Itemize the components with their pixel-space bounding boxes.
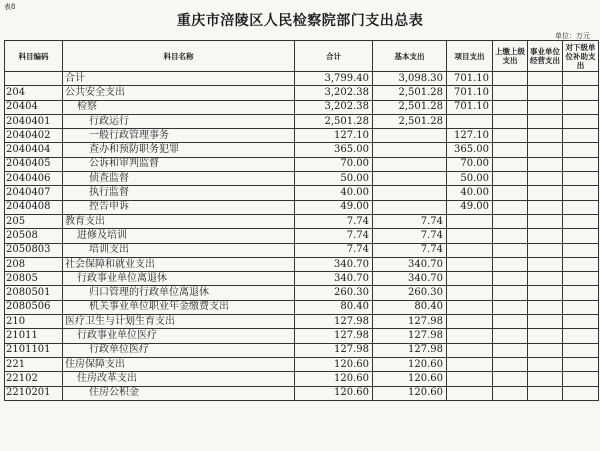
table-row: [5, 100, 599, 114]
upper-cell: [493, 129, 528, 143]
code-cell: 210: [5, 315, 63, 329]
name-cell: 一般行政管理事务: [63, 129, 295, 143]
project-cell: [447, 343, 493, 357]
subsidy-cell: [563, 200, 599, 214]
header-name: 科目名称: [63, 41, 295, 72]
basic-cell: 260.30: [373, 286, 447, 300]
subsidy-cell: [563, 257, 599, 271]
project-cell: 50.00: [447, 172, 493, 186]
code-cell: 2210201: [5, 386, 63, 400]
business-cell: [528, 300, 563, 314]
subsidy-cell: [563, 229, 599, 243]
header-row: [5, 41, 599, 72]
upper-cell: [493, 386, 528, 400]
project-cell: 365.00: [447, 143, 493, 157]
table-row: [5, 357, 599, 371]
subsidy-cell: [563, 243, 599, 257]
name-cell: 住房保障支出: [63, 357, 295, 371]
total-cell: 260.30: [295, 286, 373, 300]
table-row: [5, 186, 599, 200]
business-cell: [528, 186, 563, 200]
code-cell: 204: [5, 86, 63, 100]
business-cell: [528, 257, 563, 271]
header-code: 科目编码: [5, 41, 63, 72]
table-row: [5, 86, 599, 100]
business-cell: [528, 386, 563, 400]
upper-cell: [493, 343, 528, 357]
table-row: [5, 172, 599, 186]
basic-cell: 7.74: [373, 243, 447, 257]
upper-cell: [493, 172, 528, 186]
business-cell: [528, 100, 563, 114]
name-cell: 培训支出: [63, 243, 295, 257]
subsidy-cell: [563, 143, 599, 157]
project-cell: [447, 114, 493, 128]
subsidy-cell: [563, 129, 599, 143]
business-cell: [528, 286, 563, 300]
business-cell: [528, 157, 563, 171]
total-cell: 7.74: [295, 214, 373, 228]
basic-cell: 340.70: [373, 272, 447, 286]
upper-cell: [493, 372, 528, 386]
name-cell: 行政事业单位医疗: [63, 329, 295, 343]
subsidy-cell: [563, 100, 599, 114]
upper-cell: [493, 157, 528, 171]
upper-cell: [493, 286, 528, 300]
business-cell: [528, 172, 563, 186]
total-cell: 340.70: [295, 257, 373, 271]
code-cell: 2050803: [5, 243, 63, 257]
basic-cell: 80.40: [373, 300, 447, 314]
header-business: 事业单位经营支出: [528, 41, 563, 72]
business-cell: [528, 329, 563, 343]
upper-cell: [493, 272, 528, 286]
total-cell: 120.60: [295, 372, 373, 386]
page-title: 重庆市涪陵区人民检察院部门支出总表: [176, 13, 424, 29]
total-cell: 3,799.40: [295, 72, 373, 86]
basic-cell: 340.70: [373, 257, 447, 271]
project-cell: [447, 300, 493, 314]
basic-cell: 127.98: [373, 343, 447, 357]
project-cell: [447, 329, 493, 343]
total-cell: 50.00: [295, 172, 373, 186]
table-row: [5, 300, 599, 314]
total-cell: 40.00: [295, 186, 373, 200]
header-subsidy: 对下级单位补助支出: [563, 41, 599, 72]
table-row: [5, 315, 599, 329]
subsidy-cell: [563, 72, 599, 86]
total-cell: 7.74: [295, 243, 373, 257]
project-cell: [447, 286, 493, 300]
upper-cell: [493, 200, 528, 214]
business-cell: [528, 86, 563, 100]
total-cell: 49.00: [295, 200, 373, 214]
upper-cell: [493, 86, 528, 100]
total-cell: 127.98: [295, 315, 373, 329]
subsidy-cell: [563, 157, 599, 171]
expenditure-table: [4, 40, 599, 401]
upper-cell: [493, 100, 528, 114]
business-cell: [528, 372, 563, 386]
basic-cell: [373, 129, 447, 143]
upper-cell: [493, 72, 528, 86]
upper-cell: [493, 357, 528, 371]
table-row: [5, 72, 599, 86]
upper-cell: [493, 143, 528, 157]
subsidy-cell: [563, 114, 599, 128]
upper-cell: [493, 186, 528, 200]
project-cell: [447, 257, 493, 271]
name-cell: 侦查监督: [63, 172, 295, 186]
subsidy-cell: [563, 372, 599, 386]
project-cell: [447, 229, 493, 243]
total-cell: 127.10: [295, 129, 373, 143]
business-cell: [528, 129, 563, 143]
code-cell: 208: [5, 257, 63, 271]
total-cell: 7.74: [295, 229, 373, 243]
subsidy-cell: [563, 214, 599, 228]
name-cell: 社会保障和就业支出: [63, 257, 295, 271]
name-cell: 检察: [63, 100, 295, 114]
business-cell: [528, 229, 563, 243]
total-cell: 3,202.38: [295, 100, 373, 114]
unit-label: 单位：万元: [555, 32, 590, 40]
code-cell: 2040404: [5, 143, 63, 157]
business-cell: [528, 343, 563, 357]
basic-cell: 127.98: [373, 329, 447, 343]
project-cell: 701.10: [447, 86, 493, 100]
business-cell: [528, 315, 563, 329]
project-cell: 127.10: [447, 129, 493, 143]
basic-cell: 7.74: [373, 229, 447, 243]
name-cell: 合计: [63, 72, 295, 86]
basic-cell: 2,501.28: [373, 114, 447, 128]
upper-cell: [493, 329, 528, 343]
total-cell: 127.98: [295, 329, 373, 343]
name-cell: 住房公积金: [63, 386, 295, 400]
name-cell: 医疗卫生与计划生育支出: [63, 315, 295, 329]
subsidy-cell: [563, 386, 599, 400]
name-cell: 教育支出: [63, 214, 295, 228]
subsidy-cell: [563, 357, 599, 371]
name-cell: 住房改革支出: [63, 372, 295, 386]
basic-cell: 3,098.30: [373, 72, 447, 86]
table-row: [5, 243, 599, 257]
project-cell: [447, 214, 493, 228]
code-cell: 2040401: [5, 114, 63, 128]
code-cell: 2040402: [5, 129, 63, 143]
subsidy-cell: [563, 172, 599, 186]
basic-cell: [373, 143, 447, 157]
name-cell: 公诉和审判监督: [63, 157, 295, 171]
subsidy-cell: [563, 315, 599, 329]
code-cell: 21011: [5, 329, 63, 343]
subsidy-cell: [563, 286, 599, 300]
code-cell: 2080506: [5, 300, 63, 314]
business-cell: [528, 200, 563, 214]
project-cell: 40.00: [447, 186, 493, 200]
table-row: [5, 372, 599, 386]
business-cell: [528, 114, 563, 128]
basic-cell: 120.60: [373, 386, 447, 400]
name-cell: 控告申诉: [63, 200, 295, 214]
code-cell: [5, 72, 63, 86]
table-number: 表8: [4, 3, 16, 11]
code-cell: 20508: [5, 229, 63, 243]
table-row: [5, 229, 599, 243]
table-row: [5, 214, 599, 228]
code-cell: 20404: [5, 100, 63, 114]
header-basic: 基本支出: [373, 41, 447, 72]
code-cell: 221: [5, 357, 63, 371]
subsidy-cell: [563, 329, 599, 343]
table-row: [5, 157, 599, 171]
table-row: [5, 343, 599, 357]
upper-cell: [493, 243, 528, 257]
business-cell: [528, 272, 563, 286]
subsidy-cell: [563, 343, 599, 357]
name-cell: 公共安全支出: [63, 86, 295, 100]
basic-cell: 2,501.28: [373, 86, 447, 100]
total-cell: 120.60: [295, 357, 373, 371]
business-cell: [528, 143, 563, 157]
basic-cell: 2,501.28: [373, 100, 447, 114]
total-cell: 3,202.38: [295, 86, 373, 100]
basic-cell: [373, 157, 447, 171]
upper-cell: [493, 300, 528, 314]
table-row: [5, 200, 599, 214]
code-cell: 205: [5, 214, 63, 228]
basic-cell: [373, 200, 447, 214]
business-cell: [528, 243, 563, 257]
subsidy-cell: [563, 300, 599, 314]
project-cell: [447, 372, 493, 386]
total-cell: 365.00: [295, 143, 373, 157]
basic-cell: 127.98: [373, 315, 447, 329]
basic-cell: 120.60: [373, 372, 447, 386]
basic-cell: [373, 186, 447, 200]
table-row: [5, 114, 599, 128]
name-cell: 行政单位医疗: [63, 343, 295, 357]
upper-cell: [493, 214, 528, 228]
subsidy-cell: [563, 86, 599, 100]
total-cell: 70.00: [295, 157, 373, 171]
header-total: 合计: [295, 41, 373, 72]
basic-cell: 7.74: [373, 214, 447, 228]
project-cell: 70.00: [447, 157, 493, 171]
table-row: [5, 286, 599, 300]
code-cell: 22102: [5, 372, 63, 386]
total-cell: 127.98: [295, 343, 373, 357]
name-cell: 机关事业单位职业年金缴费支出: [63, 300, 295, 314]
table-row: [5, 386, 599, 400]
table-row: [5, 257, 599, 271]
upper-cell: [493, 229, 528, 243]
business-cell: [528, 357, 563, 371]
project-cell: 701.10: [447, 100, 493, 114]
code-cell: 2101101: [5, 343, 63, 357]
project-cell: [447, 386, 493, 400]
total-cell: 340.70: [295, 272, 373, 286]
code-cell: 2040405: [5, 157, 63, 171]
upper-cell: [493, 114, 528, 128]
business-cell: [528, 214, 563, 228]
name-cell: 行政运行: [63, 114, 295, 128]
subsidy-cell: [563, 272, 599, 286]
business-cell: [528, 72, 563, 86]
total-cell: 80.40: [295, 300, 373, 314]
upper-cell: [493, 315, 528, 329]
table-row: [5, 143, 599, 157]
table-row: [5, 129, 599, 143]
name-cell: 查办和预防职务犯罪: [63, 143, 295, 157]
code-cell: 2040407: [5, 186, 63, 200]
table-row: [5, 329, 599, 343]
name-cell: 进修及培训: [63, 229, 295, 243]
project-cell: [447, 272, 493, 286]
total-cell: 2,501.28: [295, 114, 373, 128]
header-project: 项目支出: [447, 41, 493, 72]
project-cell: 701.10: [447, 72, 493, 86]
project-cell: [447, 315, 493, 329]
subsidy-cell: [563, 186, 599, 200]
name-cell: 归口管理的行政单位离退休: [63, 286, 295, 300]
upper-cell: [493, 257, 528, 271]
header-upper: 上缴上级支出: [493, 41, 528, 72]
project-cell: 49.00: [447, 200, 493, 214]
code-cell: 2080501: [5, 286, 63, 300]
total-cell: 120.60: [295, 386, 373, 400]
code-cell: 20805: [5, 272, 63, 286]
code-cell: 2040406: [5, 172, 63, 186]
name-cell: 执行监督: [63, 186, 295, 200]
name-cell: 行政事业单位离退休: [63, 272, 295, 286]
project-cell: [447, 357, 493, 371]
table-row: [5, 272, 599, 286]
code-cell: 2040408: [5, 200, 63, 214]
basic-cell: [373, 172, 447, 186]
project-cell: [447, 243, 493, 257]
basic-cell: 120.60: [373, 357, 447, 371]
